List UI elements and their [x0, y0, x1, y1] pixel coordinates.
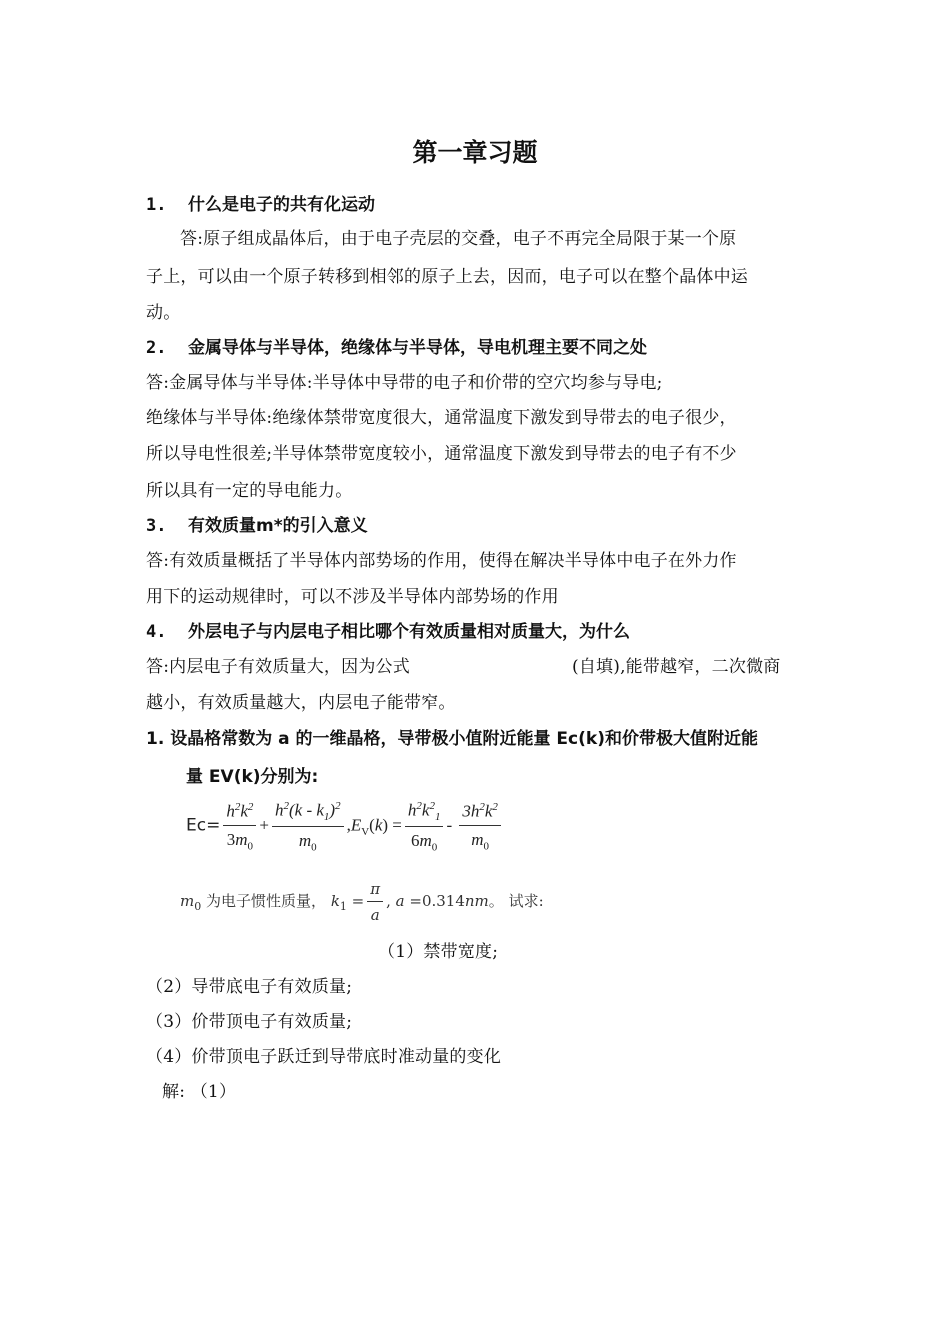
formula-note-text: 为电子惯性质量，	[206, 892, 327, 910]
question-4-number: 4.	[146, 622, 167, 642]
question-1-number: 1.	[146, 195, 167, 215]
question-2-number: 2.	[146, 338, 167, 358]
answer-4-line-2: 越小，有效质量越大，内层电子能带窄。	[146, 693, 456, 713]
answer-4-line-1a: 答:内层电子有效质量大，因为公式	[146, 657, 410, 677]
question-3-text: 有效质量m*的引入意义	[188, 516, 368, 536]
answer-2-line-3: 所以导电性很差;半导体禁带宽度较小，通常温度下激发到导带去的电子有不少	[146, 444, 737, 464]
answer-2-line-4: 所以具有一定的导电能力。	[146, 481, 353, 501]
answer-3-line-2: 用下的运动规律时，可以不涉及半导体内部势场的作用	[146, 587, 559, 607]
question-2-text: 金属导体与半导体，绝缘体与半导体，导电机理主要不同之处	[188, 338, 647, 358]
problem-1-line-1: 1. 设晶格常数为 a 的一维晶格，导带极小值附近能量 Ec(k)和价带极大值附近能	[146, 729, 758, 749]
formula-note-ask: 试求:	[508, 892, 544, 910]
energy-formula: Ec= $\frac{h^2k^2}{3m_0}$ + $\frac{h^2(k - k_1)^2}{m_0}$ $,E_V(k)$ = $\frac{h^2k^2_1}{6m_0}$ - $\frac{3h^2k^2}{m_0}$	[186, 800, 504, 853]
formula-label: Ec=	[186, 815, 221, 836]
answer-2-line-2: 绝缘体与半导体:绝缘体禁带宽度很大，通常温度下激发到导带去的电子很少，	[146, 408, 737, 428]
problem-item-3: （3）价带顶电子有效质量;	[146, 1012, 353, 1032]
question-3-heading	[146, 511, 368, 536]
question-3-number: 3.	[146, 516, 167, 536]
question-4-heading	[146, 617, 630, 642]
answer-1-line-3: 动。	[146, 303, 181, 323]
problem-item-2: （2）导带底电子有效质量;	[146, 977, 353, 997]
problem-1-line-2: 量 EV(k)分别为:	[186, 767, 319, 787]
formula-note: $m_0$ 为电子惯性质量， $k_1$ = $\frac{\pi}{a}$ , a =0.314nm。 试求:	[180, 880, 544, 924]
answer-3-line-1: 答:有效质量概括了半导体内部势场的作用，使得在解决半导体中电子在外力作	[146, 551, 737, 571]
answer-1-line-1: 答:原子组成晶体后，由于电子壳层的交叠，电子不再完全局限于某一个原	[180, 229, 737, 249]
problem-item-4: （4）价带顶电子跃迁到导带底时准动量的变化	[146, 1047, 502, 1067]
question-1-heading	[146, 190, 375, 215]
problem-item-1: （1）禁带宽度;	[378, 942, 499, 962]
question-4-text: 外层电子与内层电子相比哪个有效质量相对质量大，为什么	[188, 622, 630, 642]
question-2-heading	[146, 333, 647, 358]
answer-2-line-1: 答:金属导体与半导体:半导体中导带的电子和价带的空穴均参与导电;	[146, 373, 663, 393]
answer-1-line-2: 子上，可以由一个原子转移到相邻的原子上去，因而，电子可以在整个晶体中运	[146, 267, 748, 287]
page-title: 第一章习题	[412, 138, 538, 167]
answer-4-line-1b: (自填),能带越窄，二次微商	[572, 657, 781, 677]
question-1-text: 什么是电子的共有化运动	[188, 195, 375, 215]
solution-start: 解: （1）	[162, 1082, 237, 1102]
